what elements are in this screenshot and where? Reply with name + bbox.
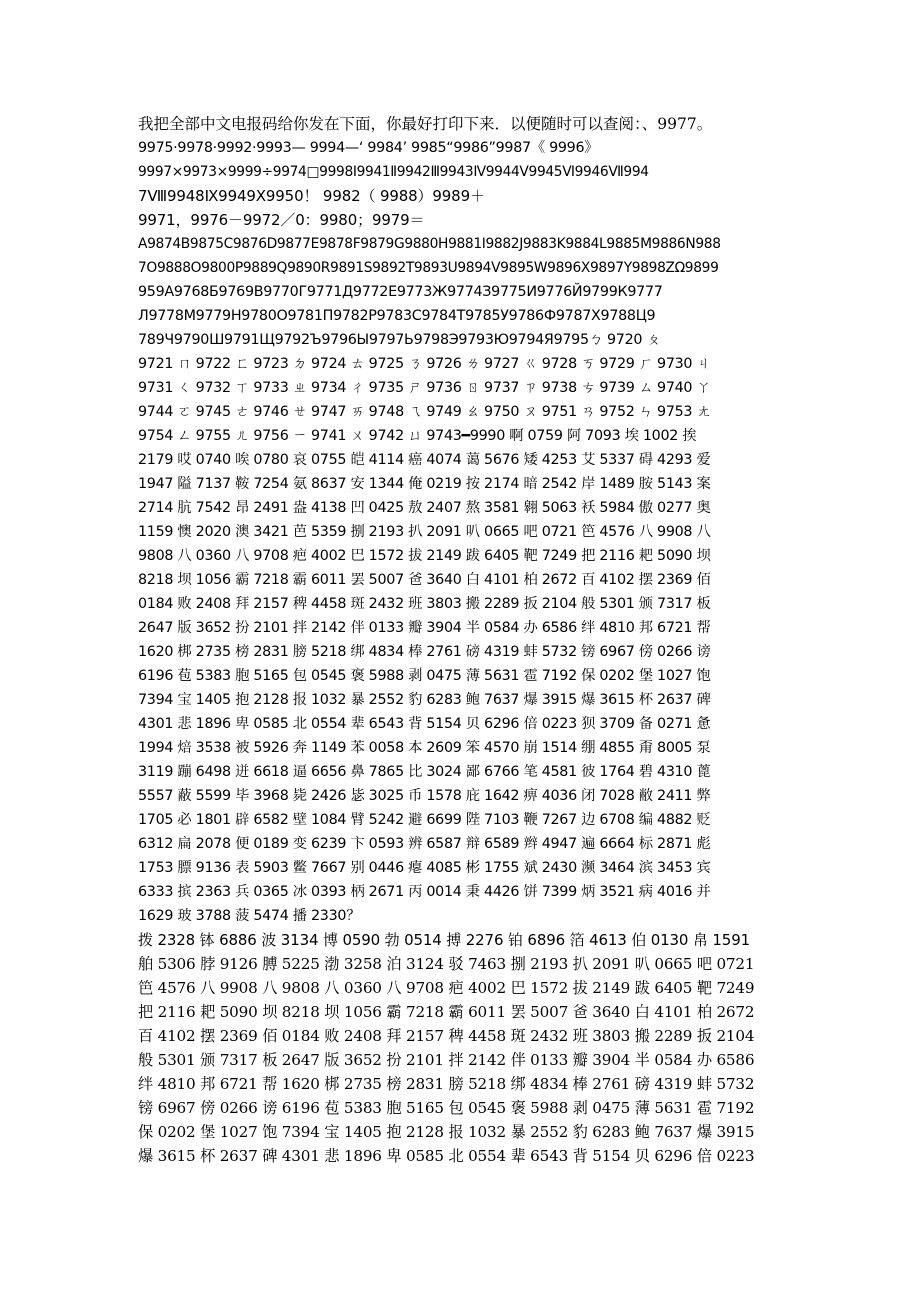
bopomofo-code-line: 9731 ㄑ 9732 ㄒ 9733 ㄓ 9734 ㄔ 9735 ㄕ 9736 ㄖ 9737 ㄗ 9738 ㄘ 9739 ㄙ 9740 ㄚ — [138, 380, 711, 396]
code-line: 3119 蹦 6498 迸 6618 逼 6656 鼻 7865 比 3024 鄙 6766 笔 4581 彼 1764 碧 4310 蓖 — [138, 764, 711, 780]
code-line: 1705 必 1801 辟 6582 壁 1084 臂 5242 避 6699 陛 7103 鞭 7267 边 6708 编 4882 贬 — [138, 812, 711, 828]
code-line: 2647 版 3652 扮 2101 拌 2142 伴 0133 瓣 3904 半 0584 办 6586 绊 4810 邦 6721 帮 — [138, 620, 711, 636]
code-line — [138, 1168, 814, 1192]
code-line: 百 4102 摆 2369 佰 0184 败 2408 拜 2157 稗 4458 斑 2432 班 3803 搬 2289 扳 2104 — [138, 1027, 755, 1045]
code-line: 保 0202 堡 1027 饱 7394 宝 1405 抱 2128 报 1032 暴 2552 豹 6283 鲍 7637 爆 3915 — [138, 1123, 755, 1141]
code-line: 6312 扁 2078 便 0189 变 6239 卞 0593 辨 6587 辩 6589 辫 4947 遍 6664 标 2871 彪 — [138, 836, 711, 852]
bopomofo-code-line: 9744 ㄛ 9745 ㄜ 9746 ㄝ 9747 ㄞ 9748 ㄟ 9749 ㄠ 9750 ㄡ 9751 ㄢ 9752 ㄣ 9753 ㄤ — [138, 404, 711, 420]
code-line: 2179 哎 0740 唉 0780 哀 0755 皑 4114 癌 4074 蔼 5676 矮 4253 艾 5337 碍 4293 爱 — [138, 452, 711, 468]
intro-line: 我把全部中文电报码给你发在下面，你最好打印下来．以便随时可以查阅：、9977。 — [138, 115, 713, 133]
code-line: 9754 ㄥ 9755 ㄦ 9756 ㄧ 9741 ㄨ 9742 ㄩ 9743━9990 啊 0759 阿 7093 埃 1002 挨 — [138, 428, 697, 444]
code-line: 镑 6967 傍 0266 谤 6196 苞 5383 胞 5165 包 0545 褒 5988 剥 0475 薄 5631 雹 7192 — [138, 1099, 755, 1117]
symbol-line: 9971，9976－9972／0：9980；9979＝ — [138, 211, 425, 229]
code-line: 7394 宝 1405 抱 2128 报 1032 暴 2552 豹 6283 鲍 7637 爆 3915 爆 3615 杯 2637 碑 — [138, 692, 711, 708]
code-line: 9808 八 0360 八 9708 疤 4002 巴 1572 拔 2149 跋 6405 靶 7249 把 2116 耙 5090 坝 — [138, 548, 711, 564]
code-line: 1629 玻 3788 菠 5474 播 2330？ — [138, 908, 361, 924]
code-line: 舶 5306 脖 9126 膊 5225 渤 3258 泊 3124 驳 7463 捌 2193 扒 2091 叭 0665 吧 0721 — [138, 955, 755, 973]
code-line: 般 5301 颁 7317 板 2647 版 3652 扮 2101 拌 2142 伴 0133 瓣 3904 半 0584 办 6586 — [138, 1051, 755, 1069]
code-line: 0184 败 2408 拜 2157 稗 4458 斑 2432 班 3803 搬 2289 扳 2104 般 5301 颁 7317 板 — [138, 596, 711, 612]
code-line: 笆 4576 八 9908 八 9808 八 0360 八 9708 疤 4002 巴 1572 拔 2149 跋 6405 靶 7249 — [138, 979, 755, 997]
code-line: 1753 膘 9136 表 5903 鳖 7667 别 0446 瘪 4085 彬 1755 斌 2430 濒 3464 滨 3453 宾 — [138, 860, 711, 876]
code-line-end: 拨 2328 钵 6886 波 3134 博 0590 勃 0514 搏 2276 铂 6896 箔 4613 伯 0130 帛 1591 — [138, 931, 750, 949]
code-line: 5557 蔽 5599 毕 3968 毙 2426 毖 3025 币 1578 庇 1642 痹 4036 闭 7028 敝 2411 弊 — [138, 788, 711, 804]
cyrillic-code-line: 959А9768Б9769В9770Г9771Д9772Е9773Ж9774З9775И9776Й9799К9777 — [138, 284, 663, 300]
cyrillic-code-line: Л9778М9779Н9780О9781П9782Р9783С9784Т9785У9786Ф9787Х9788Ц9 — [138, 308, 656, 324]
code-line: 1947 隘 7137 鞍 7254 氨 8637 安 1344 俺 0219 按 2174 暗 2542 岸 1489 胺 5143 案 — [138, 476, 711, 492]
code-line: 爆 3615 杯 2637 碑 4301 悲 1896 卑 0585 北 0554 辈 6543 背 5154 贝 6296 倍 0223 — [138, 1147, 755, 1165]
code-line: 把 2116 耙 5090 坝 8218 坝 1056 霸 7218 霸 6011 罢 5007 爸 3640 白 4101 柏 2672 — [138, 1003, 755, 1021]
code-line: 2714 肮 7542 昂 2491 盎 4138 凹 0425 敖 2407 熬 3581 翱 5063 袄 5984 傲 0277 奥 — [138, 500, 711, 516]
symbol-line: 7Ⅷ9948Ⅸ9949Ⅹ9950！ 9982（ 9988）9989＋ — [138, 187, 485, 205]
code-line: 1620 梆 2735 榜 2831 膀 5218 绑 4834 棒 2761 磅 4319 蚌 5732 镑 6967 傍 0266 谤 — [138, 644, 711, 660]
code-line: 1159 懊 2020 澳 3421 芭 5359 捌 2193 扒 2091 叭 0665 吧 0721 笆 4576 八 9908 八 — [138, 524, 711, 540]
code-line: 1994 焙 3538 被 5926 奔 1149 苯 0058 本 2609 笨 4570 崩 1514 绷 4855 甭 8005 泵 — [138, 740, 711, 756]
cyrillic-code-line: 789Ч9790Ш9791Щ9792Ъ9796Ы9797Ь9798Э9793Ю9794Я9795ㄅ 9720 ㄆ — [138, 332, 661, 348]
symbol-line: 9997×9973×9999÷9974□9998Ⅰ9941Ⅱ9942Ⅲ9943Ⅳ9944Ⅴ9945Ⅵ9946Ⅶ994 — [138, 164, 649, 180]
code-line: 绊 4810 邦 6721 帮 1620 梆 2735 榜 2831 膀 5218 绑 4834 棒 2761 磅 4319 蚌 5732 — [138, 1075, 755, 1093]
latin-code-line: 7O9888O9800P9889Q9890R9891S9892T9893U9894V9895W9896X9897Y9898ZΩ9899 — [138, 260, 719, 276]
code-line: 4301 悲 1896 卑 0585 北 0554 辈 6543 背 5154 贝 6296 倍 0223 狈 3709 备 0271 惫 — [138, 716, 711, 732]
latin-code-line: A9874B9875C9876D9877E9878F9879G9880H9881I9882J9883K9884L9885M9886N988 — [138, 236, 721, 252]
code-line: 6333 摈 2363 兵 0365 冰 0393 柄 2671 丙 0014 秉 4426 饼 7399 炳 3521 病 4016 并 — [138, 884, 711, 900]
symbol-line: 9975·9978·9992·9993— 9994—‘ 9984’ 9985“9986”9987《 9996》 — [138, 140, 599, 156]
bopomofo-code-line: 9721 ㄇ 9722 ㄈ 9723 ㄉ 9724 ㄊ 9725 ㄋ 9726 ㄌ 9727 ㄍ 9728 ㄎ 9729 ㄏ 9730 ㄐ — [138, 356, 711, 372]
document-page — [138, 112, 814, 1192]
code-line: 8218 坝 1056 霸 7218 霸 6011 罢 5007 爸 3640 白 4101 柏 2672 百 4102 摆 2369 佰 — [138, 572, 711, 588]
code-line: 6196 苞 5383 胞 5165 包 0545 褒 5988 剥 0475 薄 5631 雹 7192 保 0202 堡 1027 饱 — [138, 668, 711, 684]
